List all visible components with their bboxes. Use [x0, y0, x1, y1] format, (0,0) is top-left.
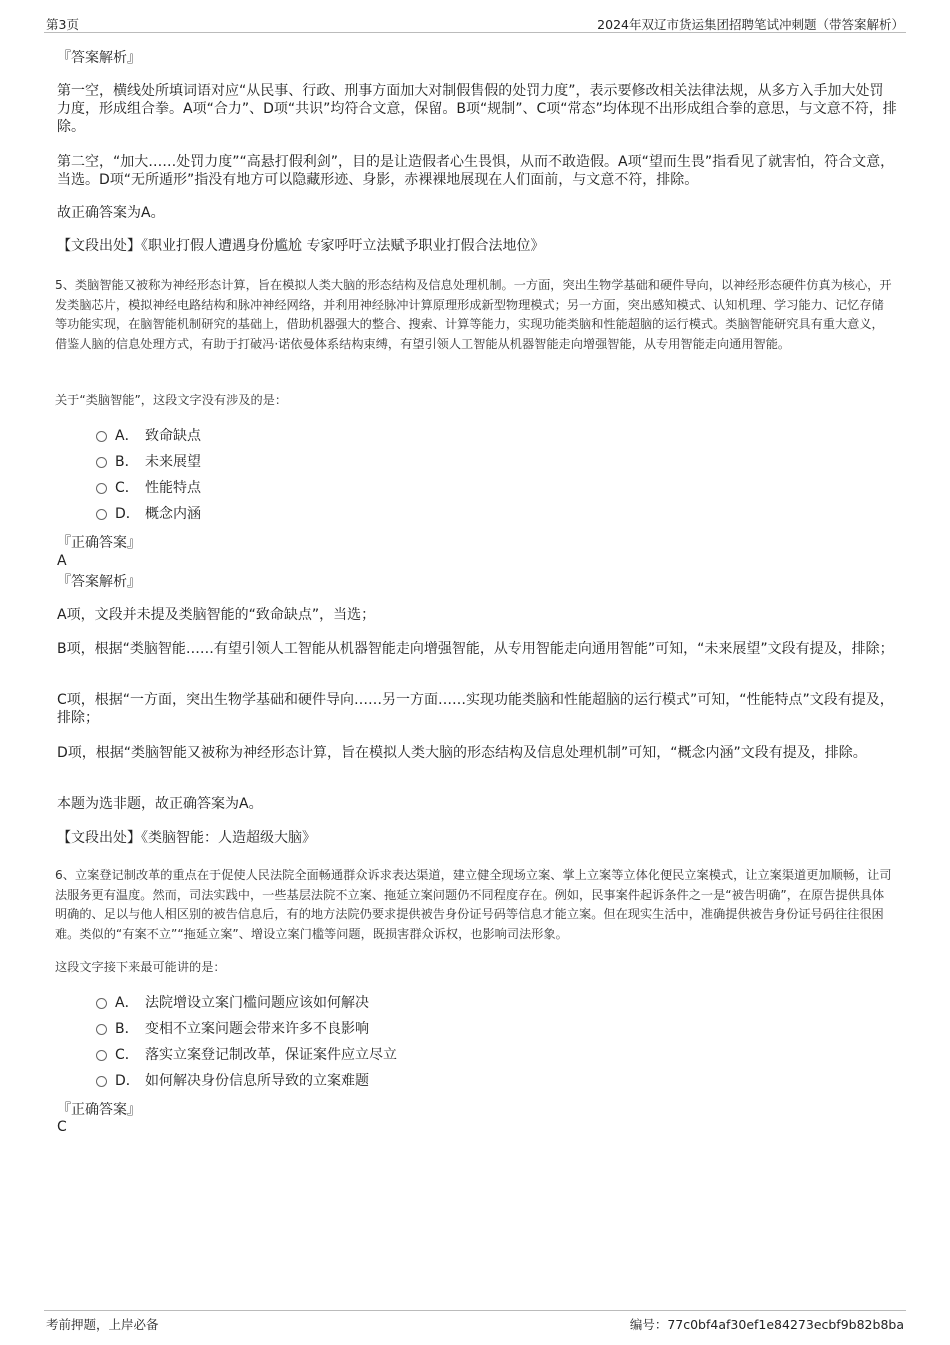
q6-question: 这段文字接下来最可能讲的是： — [55, 960, 226, 974]
q5-analysis-a: A项，文段并未提及类脑智能的“致命缺点”，当选； — [57, 607, 376, 623]
q4-conclusion: 故正确答案为A。 — [57, 205, 165, 221]
radio-button[interactable] — [96, 457, 107, 468]
q4-analysis-para2: 第二空，“加大……处罚力度”“高悬打假利剑”，目的是让造假者心生畏惧，从而不敢造假。A项“望而生畏”指看见了就害怕，符合文意，当选。D项“无所遁形”指没有地方可以隐藏形迹、身影，赤裸裸地展现在人们面前，与文意不符，排除。 — [57, 154, 895, 188]
radio-button[interactable] — [96, 431, 107, 442]
q5-passage: 5、类脑智能又被称为神经形态计算，旨在模拟人类大脑的形态结构及信息处理机制。一方面，突出生物学基础和硬件导向，以神经形态硬件仿真为核心，开发类脑芯片，模拟神经电路结构和脉冲神经网络，并利用神经脉冲计算原理形成新型物理模式；另一方面，突出感知模式、认知机理、学习能力、记忆存储等功能实现，在脑智能机制研究的基础上，借助机器强大的整合、搜索、计算等能力，实现功能类脑和性能超脑的运行模式。类脑智能研究具有重大意义，借鉴人脑的信息处理方式，有助于打破冯·诺依曼体系结构束缚，有望引领人工智能从机器智能走向增强智能，从专用智能走向通用智能。 — [55, 278, 892, 351]
q6-option-d[interactable]: D． 如何解决身份信息所导致的立案难题 — [96, 1072, 369, 1090]
q5-source: 【文段出处】《类脑智能：人造超级大脑》 — [57, 830, 316, 846]
footer-slogan: 考前押题，上岸必备 — [46, 1317, 159, 1332]
q6-option-c[interactable]: C． 落实立案登记制改革，保证案件应立尽立 — [96, 1046, 397, 1064]
q4-analysis-para1: 第一空，横线处所填词语对应“从民事、行政、刑事方面加大对制假售假的处罚力度”，表示要修改相关法律法规，从多方入手加大处罚力度，形成组合拳。A项“合力”、D项“共识”均符合文意，保留。B项“规制”、C项“常态”均体现不出形成组合拳的意思，与文意不符，排除。 — [57, 83, 897, 135]
q5-answer-heading: 『正确答案』 — [57, 535, 141, 551]
q5-analysis-heading: 『答案解析』 — [57, 574, 141, 590]
footer-serial: 编号：77c0bf4af30ef1e84273ecbf9b82b8ba — [629, 1317, 904, 1332]
q5-option-a[interactable]: A． 致命缺点 — [96, 427, 201, 445]
page-footer — [44, 1310, 906, 1331]
q5-option-b[interactable]: B． 未来展望 — [96, 453, 201, 471]
q5-answer: A — [57, 553, 67, 569]
q6-option-a[interactable]: A． 法院增设立案门槛问题应该如何解决 — [96, 994, 369, 1012]
page-number: 第3页 — [46, 17, 79, 32]
q5-analysis-b: B项，根据“类脑智能……有望引领人工智能从机器智能走向增强智能，从专用智能走向通用智能”可知，“未来展望”文段有提及，排除； — [57, 641, 894, 657]
q6-answer-heading: 『正确答案』 — [57, 1102, 141, 1118]
radio-button[interactable] — [96, 483, 107, 494]
q5-analysis-c: C项，根据“一方面，突出生物学基础和硬件导向……另一方面……实现功能类脑和性能超脑的运行模式”可知，“性能特点”文段有提及，排除； — [57, 692, 894, 726]
q6-answer: C — [57, 1119, 67, 1135]
q5-analysis-d: D项，根据“类脑智能又被称为神经形态计算，旨在模拟人类大脑的形态结构及信息处理机制”可知，“概念内涵”文段有提及，排除。 — [57, 745, 867, 761]
radio-button[interactable] — [96, 1076, 107, 1087]
radio-button[interactable] — [96, 1050, 107, 1061]
document-title: 2024年双辽市货运集团招聘笔试冲刺题（带答案解析） — [597, 17, 904, 32]
page-header — [44, 12, 906, 33]
radio-button[interactable] — [96, 509, 107, 520]
radio-button[interactable] — [96, 998, 107, 1009]
q6-option-b[interactable]: B． 变相不立案问题会带来许多不良影响 — [96, 1020, 369, 1038]
q5-option-c[interactable]: C． 性能特点 — [96, 479, 201, 497]
q6-passage: 6、立案登记制改革的重点在于促使人民法院全面畅通群众诉求表达渠道，建立健全现场立案、掌上立案等立体化便民立案模式，让立案渠道更加顺畅，让司法服务更有温度。然而，司法实践中，一些基层法院不立案、拖延立案问题仍不同程度存在。例如，民事案件起诉条件之一是“被告明确”，在原告提供具体明确的、足以与他人相区别的被告信息后，有的地方法院仍要求提供被告身份证号码等信息才能立案。但在现实生活中，准确提供被告身份证号码往往很困难。类似的“有案不立”“拖延立案”、增设立案门槛等问题，既损害群众诉权，也影响司法形象。 — [55, 868, 892, 941]
q5-question: 关于“类脑智能”，这段文字没有涉及的是： — [55, 393, 288, 407]
q5-conclusion: 本题为选非题，故正确答案为A。 — [57, 796, 263, 812]
radio-button[interactable] — [96, 1024, 107, 1035]
q4-source: 【文段出处】《职业打假人遭遇身份尴尬 专家呼吁立法赋予职业打假合法地位》 — [57, 238, 545, 254]
q5-option-d[interactable]: D． 概念内涵 — [96, 505, 201, 523]
q4-analysis-heading: 『答案解析』 — [57, 50, 141, 66]
